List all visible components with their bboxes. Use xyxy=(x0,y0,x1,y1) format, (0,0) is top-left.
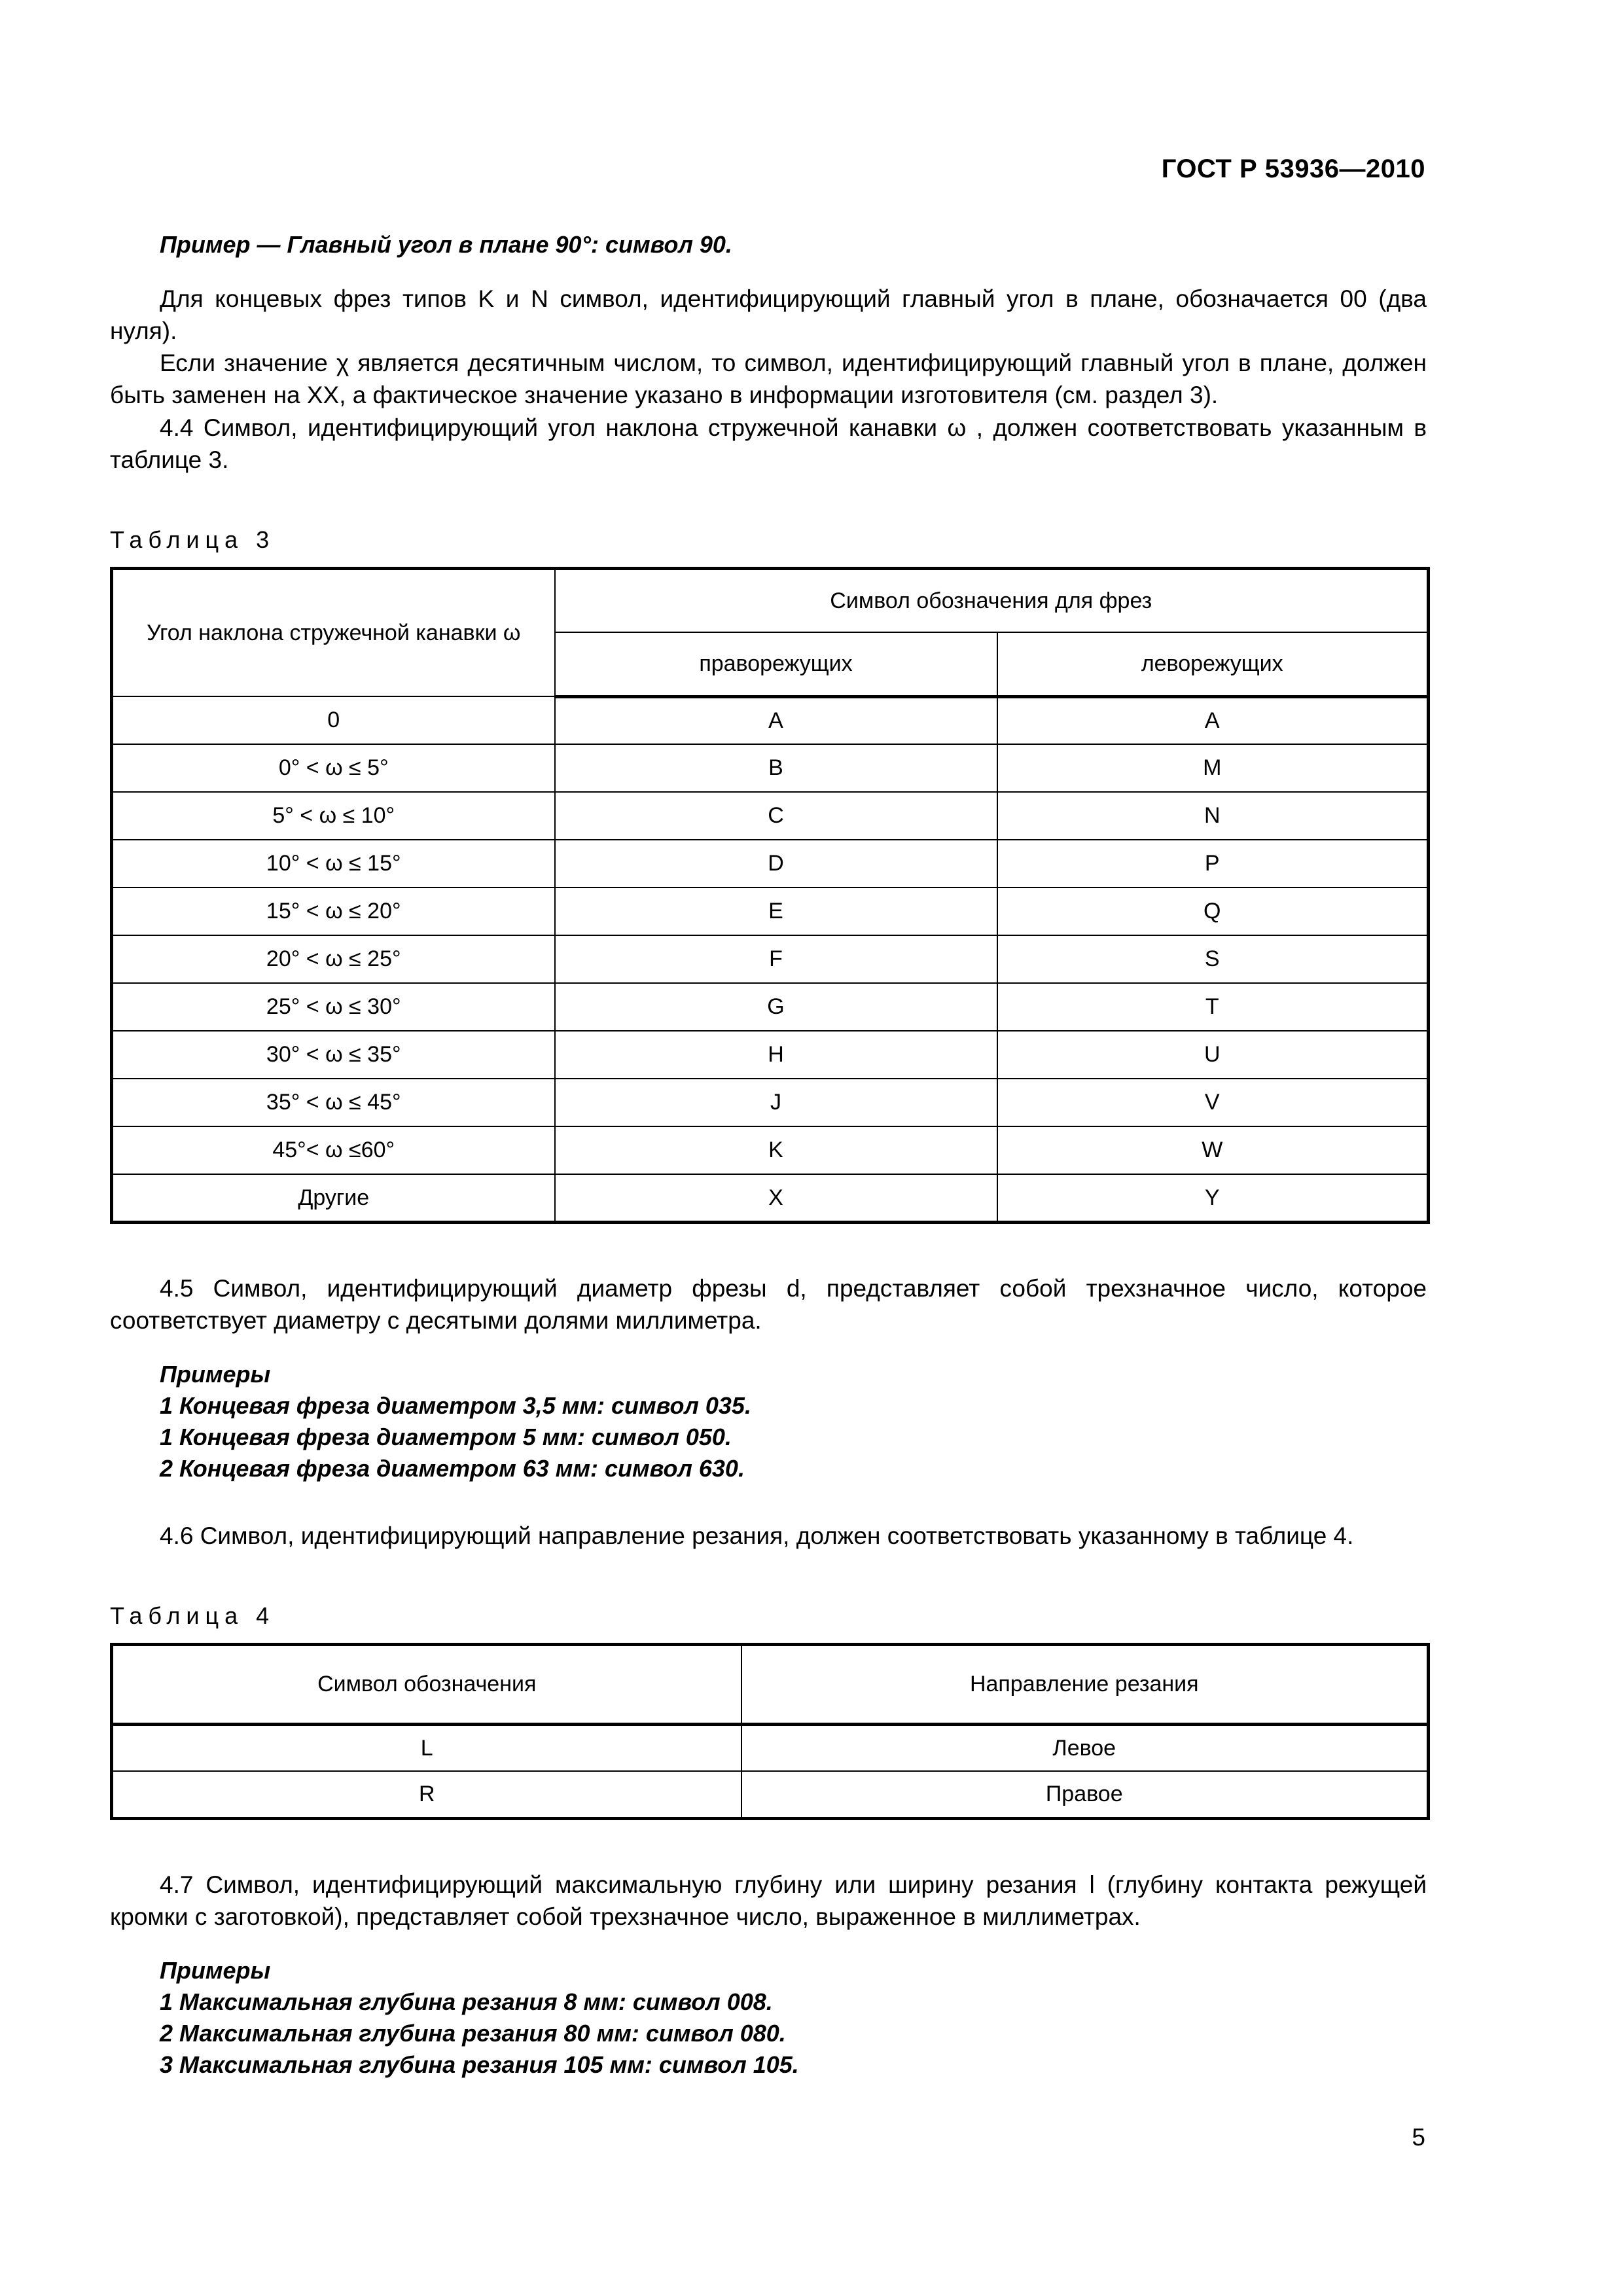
example-item: 2 Концевая фреза диаметром 63 мм: символ 630. xyxy=(160,1455,745,1482)
table3-cell-left: Q xyxy=(997,888,1429,935)
table4-header-symbol: Символ обозначения xyxy=(112,1644,741,1724)
table3-cell-angle: 20° < ω ≤ 25° xyxy=(112,935,555,983)
table4-caption: Таблица 4 xyxy=(110,1602,276,1630)
examples-4-5 xyxy=(160,1359,1427,1484)
table3-cell-right: F xyxy=(555,935,997,983)
table3-cell-right: J xyxy=(555,1079,997,1126)
table3-cell-left: S xyxy=(997,935,1429,983)
example-item: 2 Максимальная глубина резания 80 мм: символ 080. xyxy=(160,2020,786,2047)
example-item: 1 Концевая фреза диаметром 3,5 мм: символ 035. xyxy=(160,1392,751,1420)
table3-cell-left: V xyxy=(997,1079,1429,1126)
table-row xyxy=(112,1771,1429,1818)
table-row xyxy=(112,840,1429,888)
table3-cell-left: A xyxy=(997,696,1429,744)
example-item: 3 Максимальная глубина резания 105 мм: символ 105. xyxy=(160,2051,799,2078)
table3-header-angle: Угол наклона стружечной канавки ω xyxy=(112,568,555,696)
page-content xyxy=(110,229,1427,2081)
table3-caption: Таблица 3 xyxy=(110,526,276,554)
table-row xyxy=(112,1724,1429,1771)
table-row xyxy=(112,935,1429,983)
paragraph-4-5: 4.5 Символ, идентифицирующий диаметр фрезы d, представляет собой трехзначное число, которое соответствует диаметру с десятыми долями миллиметра. xyxy=(110,1274,1427,1335)
examples-4-7 xyxy=(160,1955,1427,2081)
table3-cell-angle: 30° < ω ≤ 35° xyxy=(112,1031,555,1079)
table3-cell-right: A xyxy=(555,696,997,744)
table3-cell-angle: 15° < ω ≤ 20° xyxy=(112,888,555,935)
table-row xyxy=(112,1031,1429,1079)
table-cutting-direction-symbols xyxy=(110,1643,1430,1820)
table3-cell-angle: 0° < ω ≤ 5° xyxy=(112,744,555,792)
table3-cell-left: W xyxy=(997,1126,1429,1174)
paragraph-types-k-n: Для концевых фрез типов K и N символ, идентифицирующий главный угол в плане, обозначается 00 (два нуля). xyxy=(110,285,1427,345)
table-row xyxy=(112,792,1429,840)
table3-cell-left: T xyxy=(997,983,1429,1031)
table3-header-left-cut: леворежущих xyxy=(997,632,1429,696)
paragraph-decimal-value: Если значение χ является десятичным числом, то символ, идентифицирующий главный угол в плане, должен быть заменен на XX, а фактическое значение указано в информации изготовителя (см. раздел 3). xyxy=(110,350,1427,409)
table3-cell-right: D xyxy=(555,840,997,888)
table-row xyxy=(112,1174,1429,1222)
table3-cell-left: N xyxy=(997,792,1429,840)
table3-head xyxy=(112,568,1429,696)
table-row xyxy=(112,696,1429,744)
table3-header-right-cut: праворежущих xyxy=(555,632,997,696)
table-row xyxy=(112,744,1429,792)
examples-4-7-heading: Примеры xyxy=(160,1957,271,1984)
table3-cell-left: U xyxy=(997,1031,1429,1079)
table4-head xyxy=(112,1644,1429,1724)
paragraph-4-4: 4.4 Символ, идентифицирующий угол наклона стружечной канавки ω , должен соответствовать указанным в таблице 3. xyxy=(110,414,1427,473)
example-main-angle: Пример — Главный угол в плане 90°: символ 90. xyxy=(160,231,732,258)
table4-body xyxy=(112,1724,1429,1818)
table3-cell-right: H xyxy=(555,1031,997,1079)
table3-cell-right: X xyxy=(555,1174,997,1222)
table3-header-row-group xyxy=(112,568,1429,632)
table3-cell-angle: Другие xyxy=(112,1174,555,1222)
table3-cell-right: E xyxy=(555,888,997,935)
running-head-standard-number: ГОСТ Р 53936—2010 xyxy=(1161,154,1425,183)
table-flute-helix-symbols xyxy=(110,567,1430,1224)
table3-cell-right: C xyxy=(555,792,997,840)
page-number: 5 xyxy=(1412,2124,1425,2151)
table3-cell-angle: 25° < ω ≤ 30° xyxy=(112,983,555,1031)
example-item: 1 Максимальная глубина резания 8 мм: символ 008. xyxy=(160,1988,773,2016)
example-item: 1 Концевая фреза диаметром 5 мм: символ 050. xyxy=(160,1424,732,1451)
table3-cell-left: M xyxy=(997,744,1429,792)
table3-cell-left: P xyxy=(997,840,1429,888)
table4-cell-symbol: R xyxy=(112,1771,741,1818)
table-row xyxy=(112,888,1429,935)
table4-cell-symbol: L xyxy=(112,1724,741,1771)
table3-body xyxy=(112,696,1429,1222)
table4-header-row xyxy=(112,1644,1429,1724)
examples-4-5-heading: Примеры xyxy=(160,1361,271,1388)
table3-cell-angle: 5° < ω ≤ 10° xyxy=(112,792,555,840)
table-row xyxy=(112,1079,1429,1126)
table3-cell-right: K xyxy=(555,1126,997,1174)
table4-cell-direction: Левое xyxy=(741,1724,1429,1771)
table3-header-symbol-group: Символ обозначения для фрез xyxy=(555,568,1429,632)
table3-cell-left: Y xyxy=(997,1174,1429,1222)
table3-cell-angle: 10° < ω ≤ 15° xyxy=(112,840,555,888)
table-row xyxy=(112,1126,1429,1174)
table3-cell-angle: 35° < ω ≤ 45° xyxy=(112,1079,555,1126)
table3-cell-angle: 0 xyxy=(112,696,555,744)
table4-cell-direction: Правое xyxy=(741,1771,1429,1818)
table3-cell-angle: 45°< ω ≤60° xyxy=(112,1126,555,1174)
paragraph-4-7: 4.7 Символ, идентифицирующий максимальную глубину или ширину резания l (глубину контакта режущей кромки с заготовкой), представляет собой трехзначное число, выраженное в миллиметрах. xyxy=(110,1871,1427,1931)
table3-cell-right: G xyxy=(555,983,997,1031)
table3-cell-right: B xyxy=(555,744,997,792)
table4-header-direction: Направление резания xyxy=(741,1644,1429,1724)
paragraph-4-6: 4.6 Символ, идентифицирующий направление резания, должен соответствовать указанному в таблице 4. xyxy=(160,1522,1354,1549)
table-row xyxy=(112,983,1429,1031)
